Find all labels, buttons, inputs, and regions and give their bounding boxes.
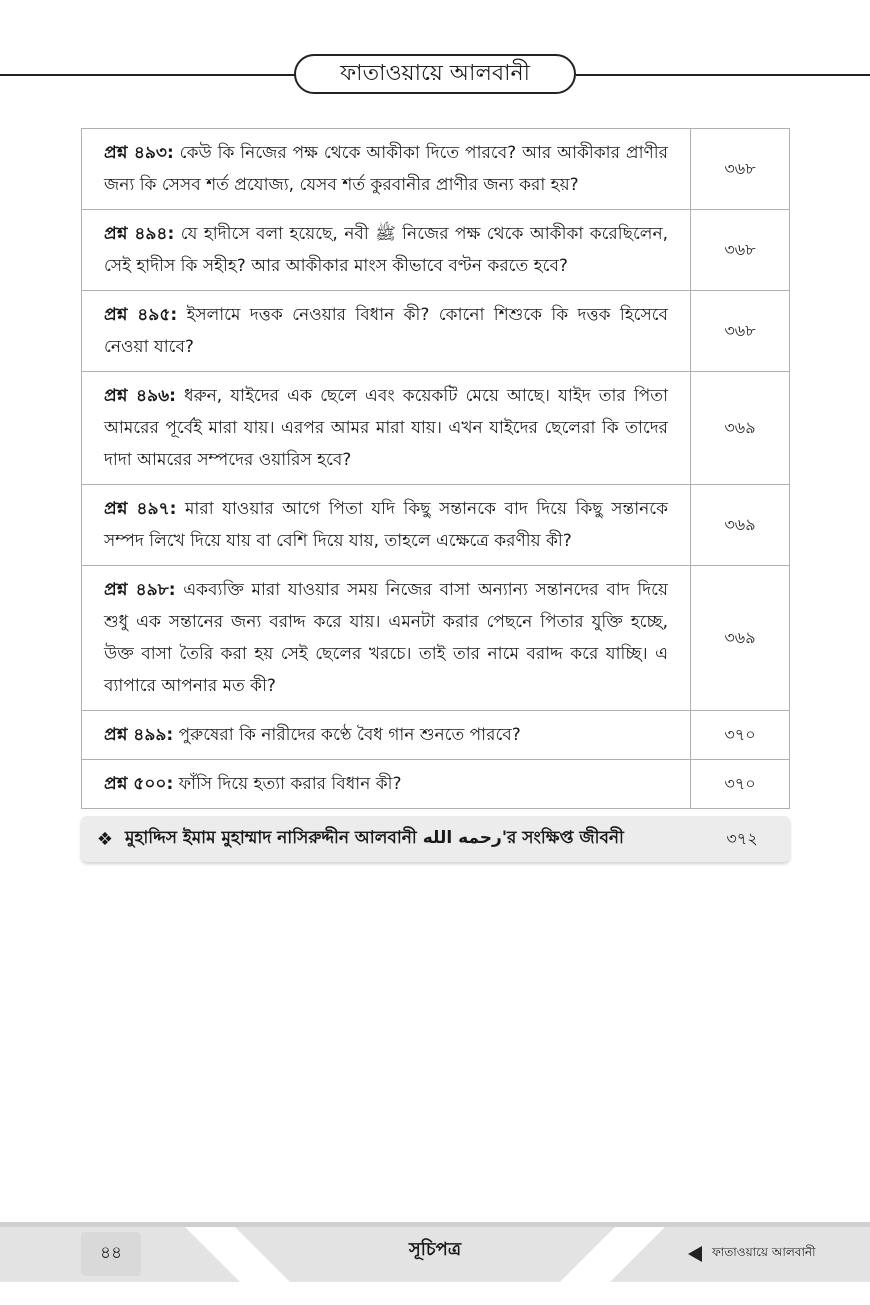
question-label: প্রশ্ন ৪৯৩: bbox=[104, 143, 174, 163]
question-label: প্রশ্ন ৪৯৯: bbox=[104, 725, 174, 745]
toc-table bbox=[81, 128, 790, 809]
arrow-left-icon bbox=[686, 1245, 704, 1263]
footer-section-title: সূচিপত্র bbox=[408, 1238, 462, 1260]
page-header-title: ফাতাওয়ায়ে আলবানী bbox=[294, 54, 576, 94]
question-text: কেউ কি নিজের পক্ষ থেকে আকীকা দিতে পারবে? আর আকীকার প্রাণীর জন্য কি সেসব শর্ত প্রযোজ্য, যেসব শর্ত কুরবানীর প্রাণীর জন্য করা হয়? bbox=[104, 143, 668, 195]
question-text: মারা যাওয়ার আগে পিতা যদি কিছু সন্তানকে বাদ দিয়ে কিছু সন্তানকে সম্পদ লিখে দিয়ে যায় বা বেশি দিয়ে যায়, তাহলে এক্ষেত্রে করণীয় কী? bbox=[104, 499, 668, 551]
toc-question bbox=[82, 760, 691, 809]
toc-row[interactable] bbox=[82, 129, 790, 210]
footer-book-title-group bbox=[686, 1238, 816, 1270]
question-label: প্রশ্ন ৪৯৬: bbox=[104, 386, 176, 406]
toc-question bbox=[82, 129, 691, 210]
toc-page-number: ৩৬৯ bbox=[691, 372, 790, 485]
toc-page-number: ৩৬৯ bbox=[691, 566, 790, 711]
bio-entry-page: ৩৭২ bbox=[726, 828, 758, 848]
toc-question bbox=[82, 372, 691, 485]
question-text: পুরুষেরা কি নারীদের কণ্ঠে বৈধ গান শুনতে পারবে? bbox=[178, 725, 521, 745]
toc-page-number: ৩৭০ bbox=[691, 760, 790, 809]
toc-page-number: ৩৬৮ bbox=[691, 291, 790, 372]
toc-row[interactable] bbox=[82, 372, 790, 485]
question-text: ধরুন, যাইদের এক ছেলে এবং কয়েকটি মেয়ে আছে। যাইদ তার পিতা আমরের পূর্বেই মারা যায়। এরপর আমর মারা যায়। এখন যাইদের ছেলেরা কি তাদের দাদা আমরের সম্পদের ওয়ারিস হবে? bbox=[104, 386, 668, 470]
toc-question bbox=[82, 210, 691, 291]
toc-page-number: ৩৭০ bbox=[691, 711, 790, 760]
bio-entry[interactable] bbox=[81, 816, 790, 862]
page-number: ৪৪ bbox=[81, 1232, 141, 1276]
toc-row[interactable] bbox=[82, 760, 790, 809]
toc-page-number: ৩৬৯ bbox=[691, 485, 790, 566]
question-label: প্রশ্ন ৪৯৫: bbox=[104, 305, 178, 325]
toc-question bbox=[82, 566, 691, 711]
question-text: যে হাদীসে বলা হয়েছে, নবী ﷺ নিজের পক্ষ থেকে আকীকা করেছিলেন, সেই হাদীস কি সহীহ? আর আকীকার মাংস কীভাবে বণ্টন করতে হবে? bbox=[104, 224, 668, 276]
toc-page-number: ৩৬৮ bbox=[691, 210, 790, 291]
toc-row[interactable] bbox=[82, 711, 790, 760]
question-text: ফাঁসি দিয়ে হত্যা করার বিধান কী? bbox=[178, 774, 402, 794]
toc-row[interactable] bbox=[82, 210, 790, 291]
bio-entry-title: মুহাদ্দিস ইমাম মুহাম্মাদ নাসিরুদ্দীন আলবানী رحمه الله'র সংক্ষিপ্ত জীবনী bbox=[125, 828, 624, 848]
header-rule-left bbox=[0, 74, 296, 76]
question-label: প্রশ্ন ৪৯৮: bbox=[104, 580, 176, 600]
footer-book-title: ফাতাওয়ায়ে আলবানী bbox=[712, 1245, 816, 1259]
toc-page-number: ৩৬৮ bbox=[691, 129, 790, 210]
question-label: প্রশ্ন ৪৯৭: bbox=[104, 499, 177, 519]
question-text: ইসলামে দত্তক নেওয়ার বিধান কী? কোনো শিশুকে কি দত্তক হিসেবে নেওয়া যাবে? bbox=[104, 305, 668, 357]
toc-row[interactable] bbox=[82, 566, 790, 711]
question-label: প্রশ্ন ৪৯৪: bbox=[104, 224, 175, 244]
diamond-bullet-icon: ❖ bbox=[96, 828, 114, 850]
toc-question bbox=[82, 485, 691, 566]
header-rule-right bbox=[576, 74, 870, 76]
question-text: একব্যক্তি মারা যাওয়ার সময় নিজের বাসা অন্যান্য সন্তানদের বাদ দিয়ে শুধু এক সন্তানের জন্য বরাদ্দ করে যায়। এমনটা করার পেছনে পিতার যুক্তি হচ্ছে, উক্ত বাসা তৈরি করা হয় সেই ছেলের খরচে। তাই তার নামে বরাদ্দ করে যাচ্ছি। এ ব্যাপারে আপনার মত কী? bbox=[104, 580, 668, 696]
question-label: প্রশ্ন ৫০০: bbox=[104, 774, 174, 794]
toc-row[interactable] bbox=[82, 291, 790, 372]
toc-question bbox=[82, 291, 691, 372]
toc-row[interactable] bbox=[82, 485, 790, 566]
toc-question bbox=[82, 711, 691, 760]
